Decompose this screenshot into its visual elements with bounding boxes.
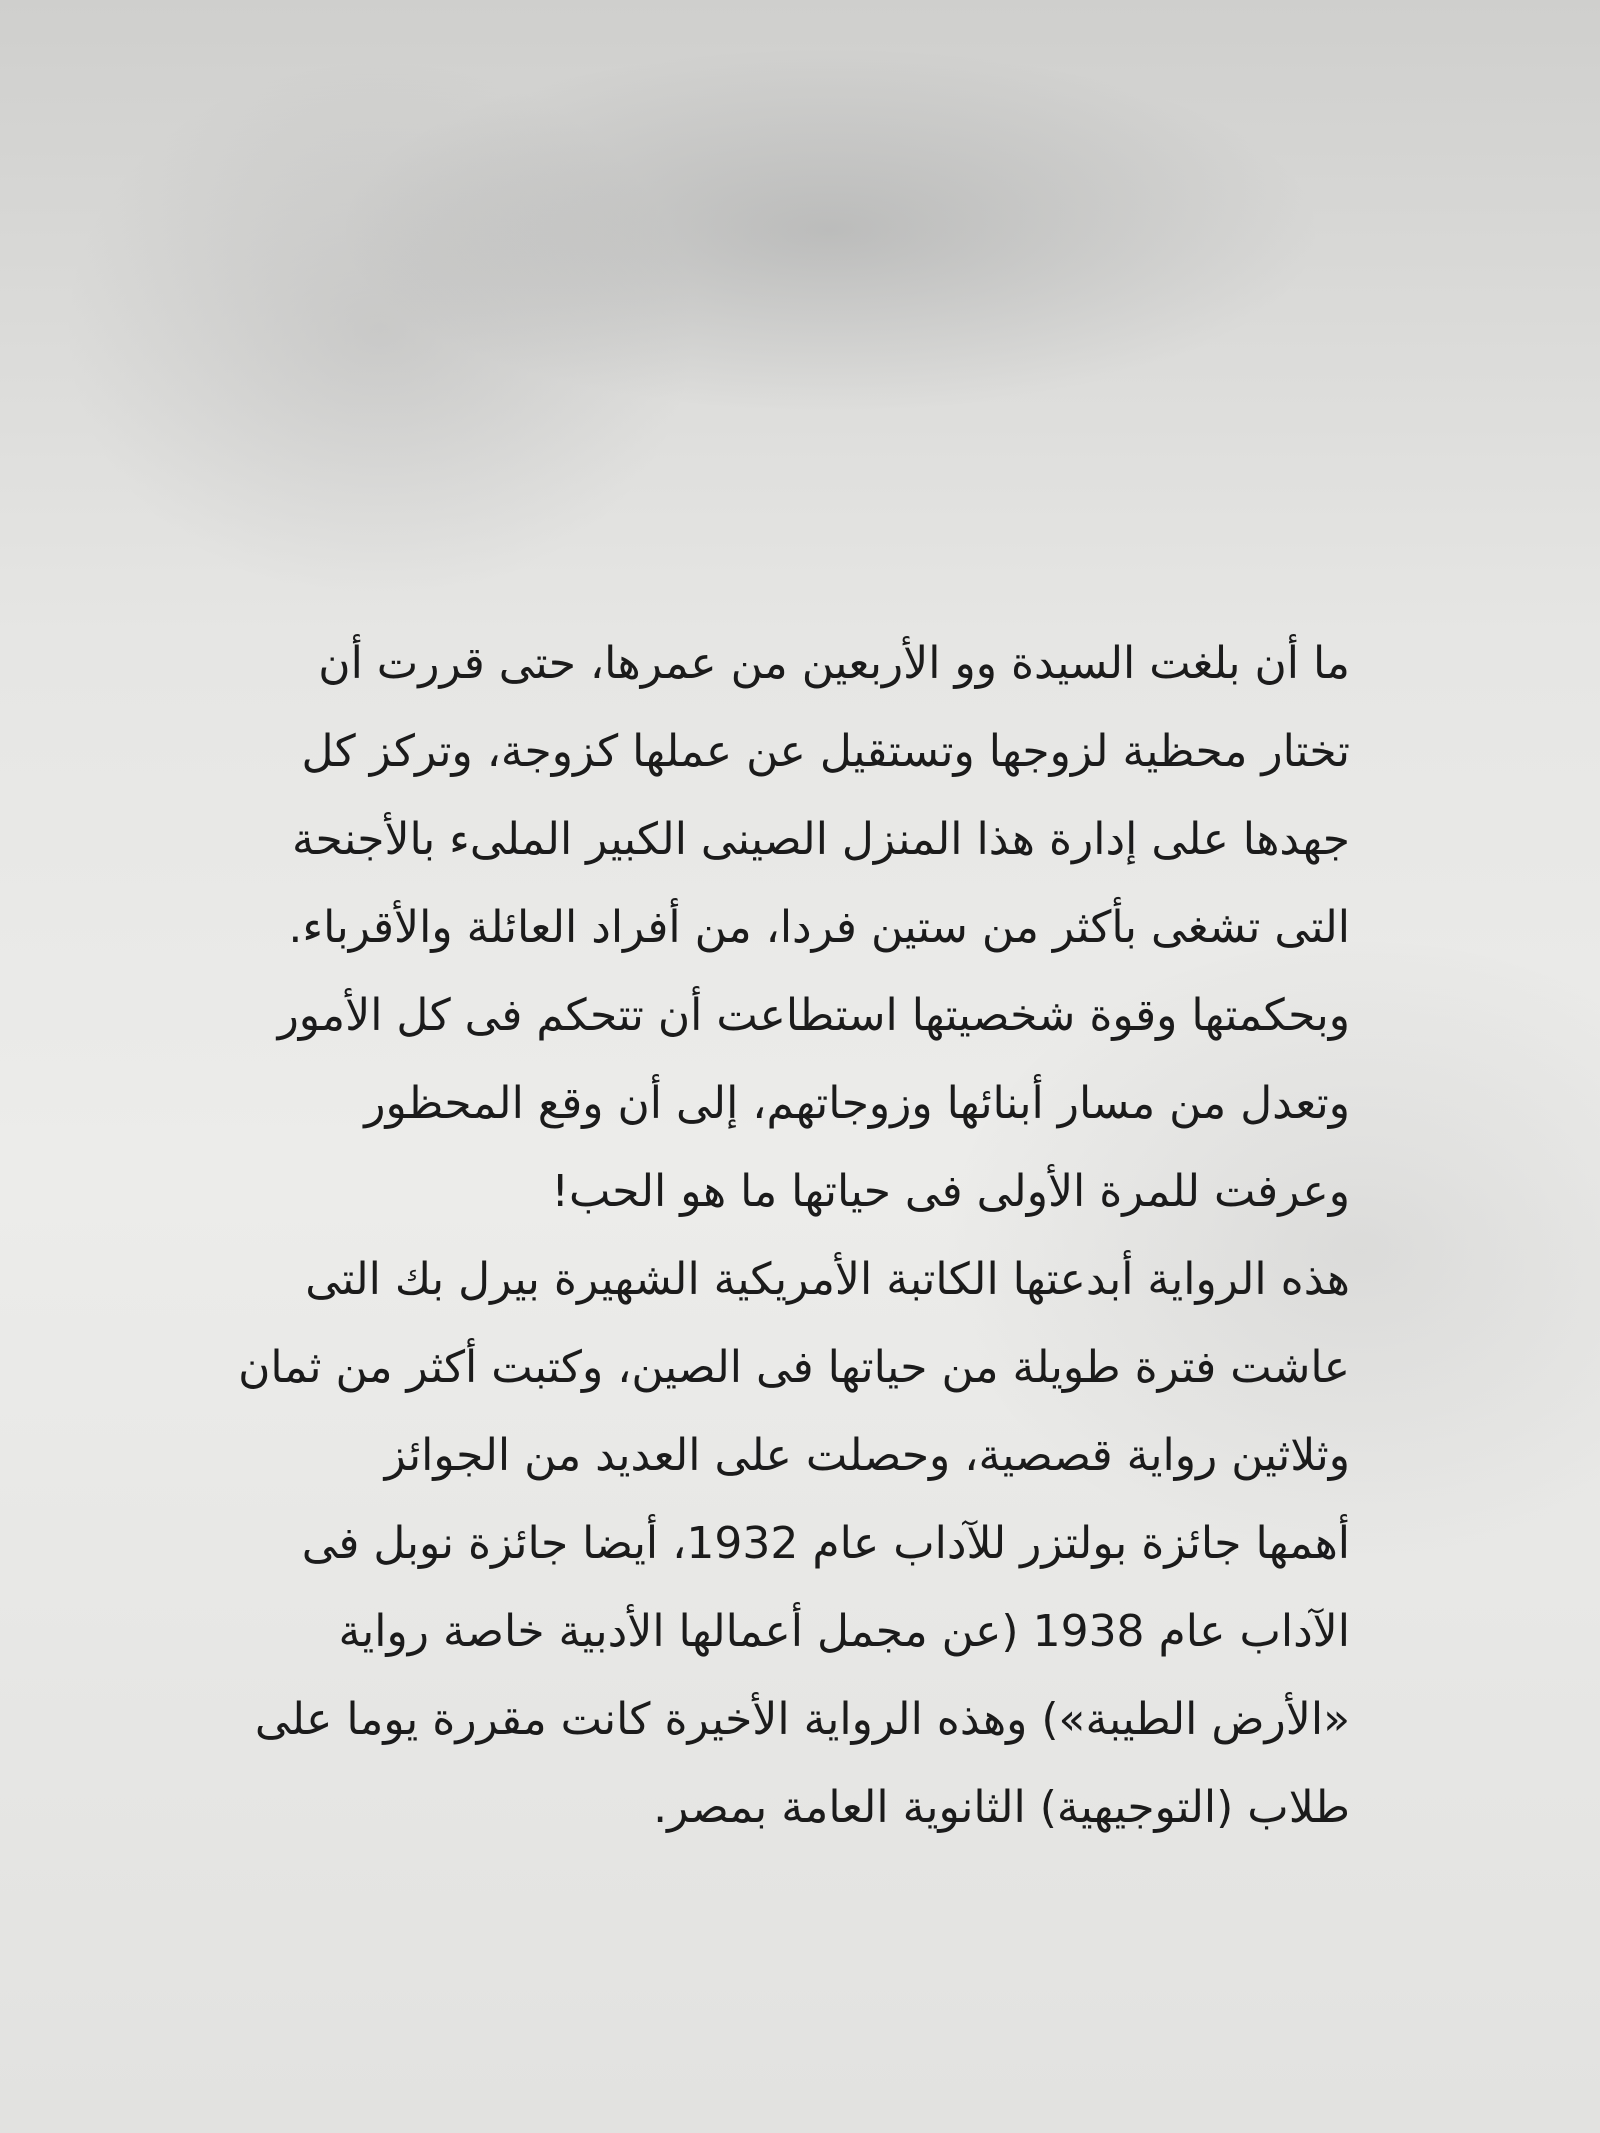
text-line: وعرفت للمرة الأولى فى حياتها ما هو الحب! bbox=[551, 1166, 1350, 1217]
text-line: طلاب (التوجيهية) الثانوية العامة بمصر. bbox=[653, 1782, 1350, 1833]
text-line: جهدها على إدارة هذا المنزل الصينى الكبير الملىء بالأجنحة bbox=[291, 814, 1350, 865]
text-line: وتعدل من مسار أبنائها وزوجاتهم، إلى أن وقع المحظور bbox=[364, 1078, 1350, 1129]
text-line: «الأرض الطيبة») وهذه الرواية الأخيرة كانت مقررة يوما على bbox=[254, 1694, 1350, 1745]
text-line: الآداب عام 1938 (عن مجمل أعمالها الأدبية خاصة رواية bbox=[338, 1606, 1350, 1657]
text-line: هذه الرواية أبدعتها الكاتبة الأمريكية الشهيرة بيرل بك التى bbox=[305, 1254, 1350, 1305]
text-line: عاشت فترة طويلة من حياتها فى الصين، وكتبت أكثر من ثمان bbox=[238, 1342, 1350, 1393]
paragraph-1 bbox=[150, 620, 1350, 1236]
text-line: ما أن بلغت السيدة وو الأربعين من عمرها، حتى قررت أن bbox=[318, 638, 1350, 689]
paragraph-2 bbox=[150, 1236, 1350, 1852]
text-line: وبحكمتها وقوة شخصيتها استطاعت أن تتحكم فى كل الأمور bbox=[277, 990, 1350, 1041]
text-line: أهمها جائزة بولتزر للآداب عام 1932، أيضا جائزة نوبل فى bbox=[301, 1518, 1350, 1569]
body-text bbox=[150, 620, 1350, 1852]
text-line: التى تشغى بأكثر من ستين فردا، من أفراد العائلة والأقرباء. bbox=[288, 902, 1350, 953]
text-line: وثلاثين رواية قصصية، وحصلت على العديد من الجوائز bbox=[384, 1430, 1350, 1481]
text-line: تختار محظية لزوجها وتستقيل عن عملها كزوجة، وتركز كل bbox=[301, 726, 1350, 777]
